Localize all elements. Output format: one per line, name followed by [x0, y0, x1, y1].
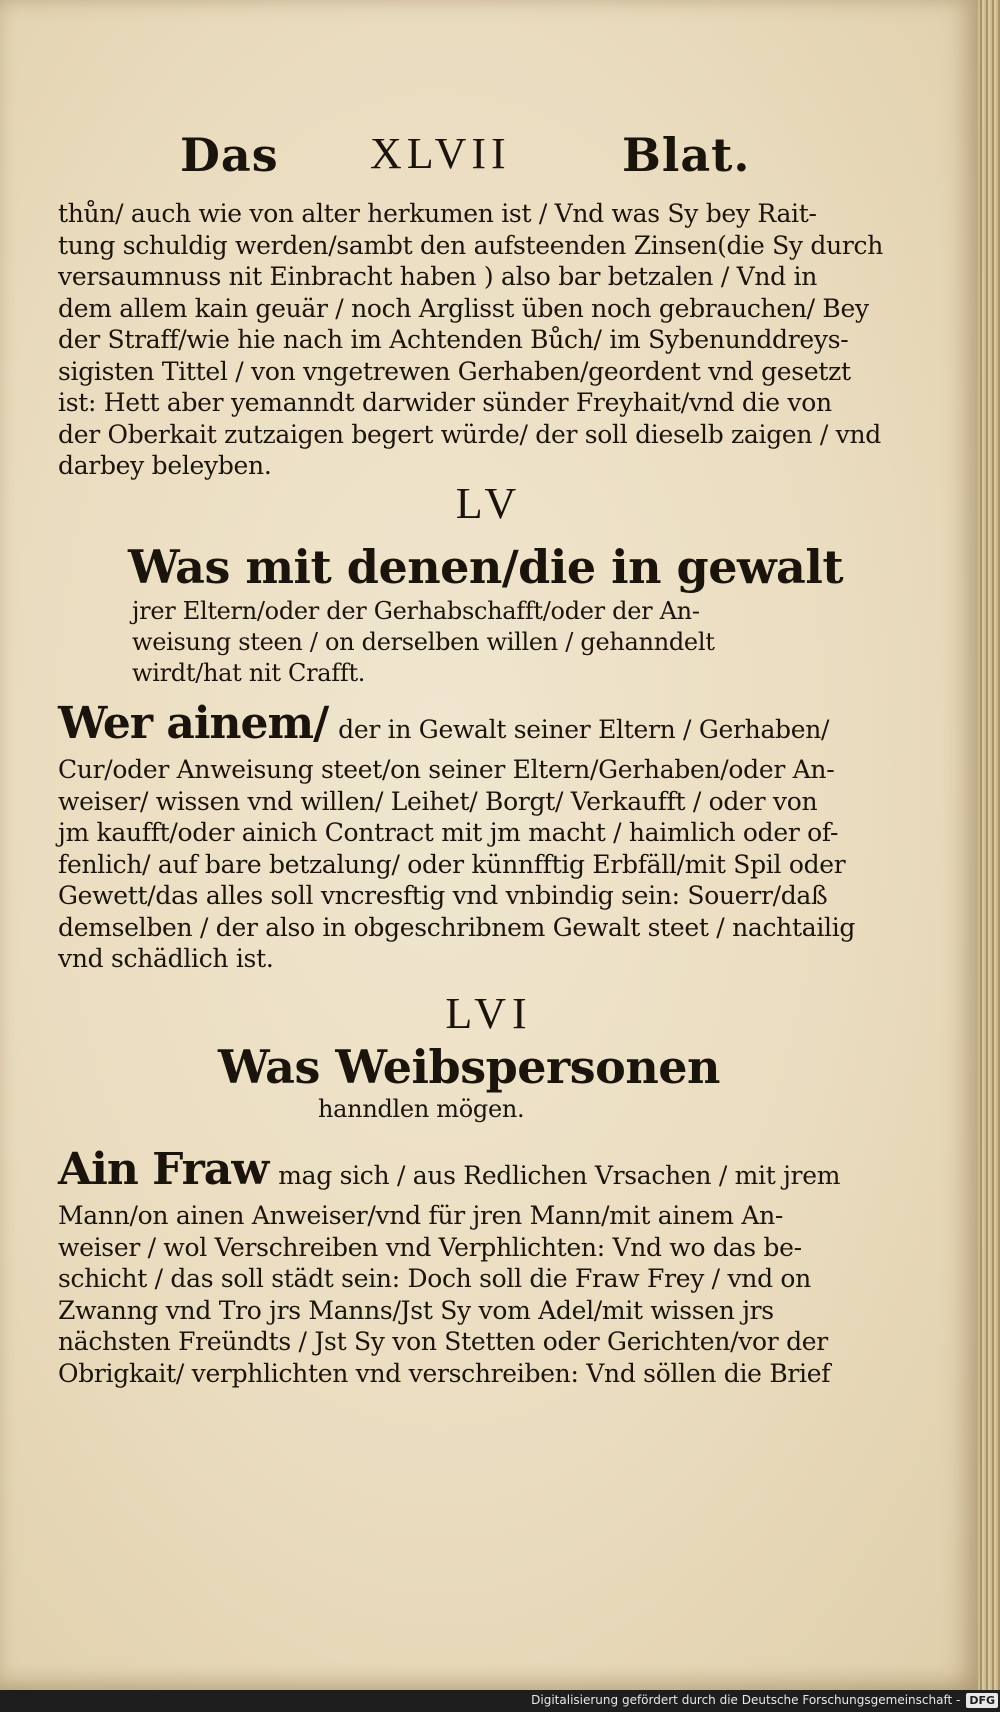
text-line: fenlich/ auf bare betzalung/ oder künnfftig Erbfäll/mit Spil oder	[58, 849, 846, 879]
section-title-lvi: Was Weibspersonen	[218, 1040, 720, 1094]
text-line: versaumnuss nit Einbracht haben ) also bar betzalen / Vnd in	[58, 262, 818, 291]
subtitle-line: jrer Eltern/oder der Gerhabschafft/oder der An-	[132, 597, 700, 625]
section-title-lv: Was mit denen/die in gewalt	[128, 540, 844, 594]
text-span: der in Gewalt seiner Eltern / Gerhaben/	[338, 715, 830, 744]
running-header	[180, 128, 800, 198]
paragraph-continued	[58, 198, 884, 482]
section-number-lv: LV	[455, 479, 523, 528]
text-line: tung schuldig werden/sambt den aufsteenden Zinsen(die Sy durch	[58, 230, 884, 260]
subtitle-line: hanndlen mögen.	[318, 1095, 525, 1123]
dfg-logo: DFG	[966, 1693, 998, 1708]
digitization-credit	[531, 1690, 998, 1710]
lead-line	[58, 1144, 841, 1200]
subtitle-line: wirdt/hat nit Crafft.	[132, 659, 366, 687]
text-line: Zwanng vnd Tro jrs Manns/Jst Sy vom Adel/mit wissen jrs	[58, 1295, 774, 1325]
text-line: thůn/ auch wie von alter herkumen ist / Vnd was Sy bey Rait-	[58, 199, 817, 228]
folio-number: XLVII	[370, 129, 511, 178]
text-line: sigisten Tittel / von vngetrewen Gerhaben/geordent vnd gesetzt	[58, 356, 851, 386]
text-line: schicht / das soll städt sein: Doch soll die Fraw Frey / vnd on	[58, 1264, 811, 1293]
text-line: ist: Hett aber yemanndt darwider sünder Freyhait/vnd die von	[58, 388, 832, 417]
section-subtitle-lvi	[318, 1094, 618, 1125]
text-line: Mann/on ainen Anweiser/vnd für jren Mann/mit ainem An-	[58, 1201, 784, 1230]
header-right-word: Blat.	[622, 128, 751, 182]
text-span: mag sich / aus Redlichen Vrsachen / mit jrem	[278, 1161, 841, 1190]
initial-words: Ain Fraw	[58, 1144, 269, 1195]
paragraph-lvi	[58, 1144, 841, 1389]
initial-words: Wer ainem/	[58, 698, 329, 749]
credit-text: Digitalisierung gefördert durch die Deutsche Forschungsgemeinschaft -	[531, 1693, 961, 1707]
page-edge-stack	[978, 0, 1000, 1690]
text-line: Gewett/das alles soll vncresftig vnd vnbindig sein: Souerr/daß	[58, 881, 828, 910]
text-line: weiser / wol Verschreiben vnd Verphlichten: Vnd wo das be-	[58, 1232, 802, 1262]
text-line: Obrigkait/ verphlichten vnd verschreiben: Vnd söllen die Brief	[58, 1358, 831, 1388]
text-line: weiser/ wissen vnd willen/ Leihet/ Borgt/ Verkaufft / oder von	[58, 786, 818, 816]
subtitle-line: weisung steen / on derselben willen / gehanndelt	[132, 628, 715, 656]
paragraph-lv	[58, 698, 856, 975]
lead-line	[58, 698, 830, 754]
section-subtitle-lv	[132, 596, 752, 689]
text-line: demselben / der also in obgeschribnem Gewalt steet / nachtailig	[58, 912, 856, 942]
text-line: vnd schädlich ist.	[58, 944, 274, 973]
text-line: jm kaufft/oder ainich Contract mit jm macht / haimlich oder of-	[58, 818, 839, 847]
text-line: Cur/oder Anweisung steet/on seiner Eltern/Gerhaben/oder An-	[58, 755, 835, 784]
text-line: dem allem kain geuär / noch Arglisst üben noch gebrauchen/ Bey	[58, 293, 869, 323]
text-line: der Oberkait zutzaigen begert würde/ der soll dieselb zaigen / vnd	[58, 419, 881, 449]
header-left-word: Das	[180, 128, 279, 182]
section-number-lvi: LVI	[445, 989, 533, 1038]
text-line: nächsten Freündts / Jst Sy von Stetten oder Gerichten/vor der	[58, 1327, 828, 1356]
text-line: der Straff/wie hie nach im Achtenden Bůch/ im Sybenunddreys-	[58, 325, 849, 354]
text-line: darbey beleyben.	[58, 451, 272, 480]
